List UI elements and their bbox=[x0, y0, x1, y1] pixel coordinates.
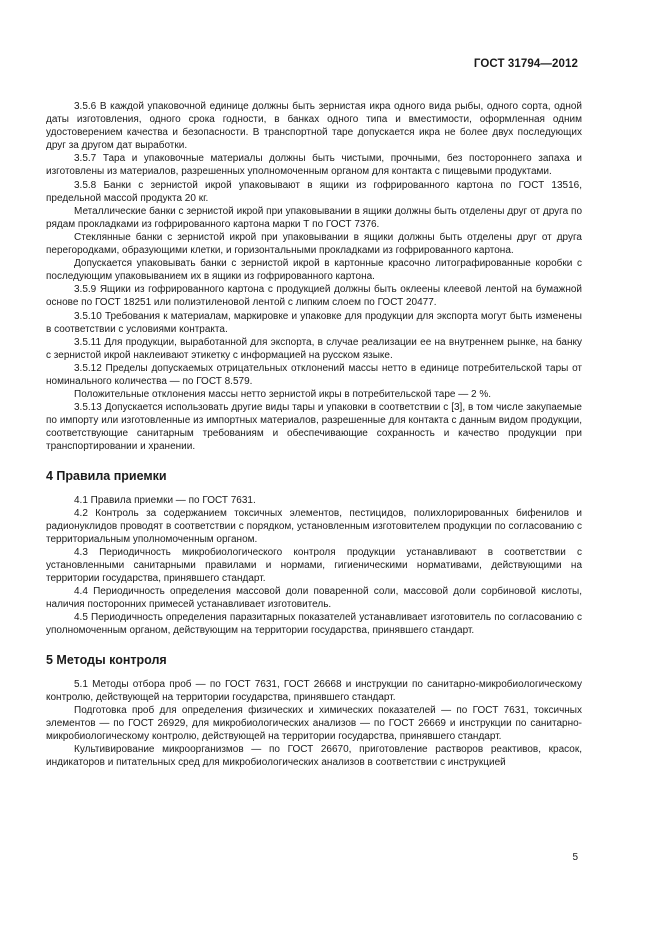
paragraph-3-5-12: 3.5.12 Пределы допускаемых отрицательных отклонений массы нетто в единице потребительской тары от номинального количества — по ГОСТ 8.579. bbox=[46, 362, 582, 387]
paragraph-5-1: 5.1 Методы отбора проб — по ГОСТ 7631, ГОСТ 26668 и инструкции по санитарно-микробиологическому контролю, действующей на территории государства, принявшего стандарт. bbox=[46, 678, 582, 703]
paragraph-3-5-9: 3.5.9 Ящики из гофрированного картона с продукцией должны быть оклеены клеевой лентой на бумажной основе по ГОСТ 18251 или полиэтиленовой лентой с липким слоем по ГОСТ 20477. bbox=[46, 284, 582, 309]
paragraph-3-5-11: 3.5.11 Для продукции, выработанной для экспорта, в случае реализации ее на внутреннем рынке, на банку с зернистой икрой наклеивают этикетку с информацией на русском языке. bbox=[46, 336, 582, 361]
paragraph-glass-jars: Стеклянные банки с зернистой икрой при упаковывании в ящики должны быть отделены друг от друга перегородками, образующими клетки, и горизонтальными прокладками из гофрированного картона. bbox=[46, 231, 582, 257]
paragraph-4-1: 4.1 Правила приемки — по ГОСТ 7631. bbox=[74, 494, 256, 506]
paragraph-positive-deviation: Положительные отклонения массы нетто зернистой икры в потребительской таре — 2 %. bbox=[74, 389, 492, 401]
paragraph-sample-prep: Подготовка проб для определения физических и химических показателей — по ГОСТ 7631, токсичных элементов — по ГОСТ 26929, для микробиологических анализов — по ГОСТ 26669 и инструкции по санитарно-микробиологическому контролю, действующей на территории государства, принявшего стандарт. bbox=[46, 704, 582, 742]
paragraph-3-5-7: 3.5.7 Тара и упаковочные материалы должны быть чистыми, прочными, без постороннего запаха и изготовлены из материалов, разрешенных уполномоченным органом для контакта с пищевыми продуктами. bbox=[46, 153, 582, 178]
paragraph-3-5-13: 3.5.13 Допускается использовать другие виды тары и упаковки в соответствии с [3], в том числе закупаемые по импорту или изготовленные из импортных материалов, разрешенные для контакта с данным видом продукции, соответствующие санитарным требованиям и обеспечивающие сохранность и качество продукции при транспортировании и хранении. bbox=[46, 402, 582, 453]
paragraph-4-3: 4.3 Периодичность микробиологического контроля продукции устанавливают в соответствии с установленными санитарными правилами и нормами, гигиеническими нормативами, действующими на территории государства, принявшего стандарт. bbox=[46, 546, 582, 585]
section-5-heading: 5 Методы контроля bbox=[46, 652, 167, 667]
paragraph-3-5-10: 3.5.10 Требования к материалам, маркировке и упаковке для продукции для экспорта могут быть изменены в соответствии с условиями контракта. bbox=[46, 310, 582, 335]
paragraph-4-4: 4.4 Периодичность определения массовой доли поваренной соли, массовой доли сорбиновой кислоты, наличия посторонних примесей устанавливает изготовитель. bbox=[46, 586, 582, 611]
standard-header: ГОСТ 31794—2012 bbox=[473, 58, 578, 70]
section-4-heading: 4 Правила приемки bbox=[46, 468, 167, 483]
paragraph-cultivation: Культивирование микроорганизмов — по ГОСТ 26670, приготовление растворов реактивов, красок, индикаторов и питательных сред для микробиологических анализов в соответствии с инструкцией bbox=[46, 744, 582, 769]
page-number: 5 bbox=[572, 852, 578, 863]
document-body bbox=[46, 100, 582, 769]
paragraph-3-5-8: 3.5.8 Банки с зернистой икрой упаковывают в ящики из гофрированного картона по ГОСТ 13516, предельной массой продукта 20 кг. bbox=[46, 179, 582, 204]
paragraph-4-2: 4.2 Контроль за содержанием токсичных элементов, пестицидов, полихлорированных бифенилов и радионуклидов проводят в соответствии с порядком, установленным изготовителем продукции по согласованию с территориальным уполномоченным органом. bbox=[46, 507, 582, 545]
paragraph-3-5-6: 3.5.6 В каждой упаковочной единице должны быть зернистая икра одного вида рыбы, одного сорта, одной даты изготовления, одного срока годности, в банках одного типа и вместимости, оформленная одним удостоверением качества и безопасности. В транспортной таре допускается икра не более двух последующих друг за другом дат выработки. bbox=[46, 101, 582, 152]
paragraph-carton-boxes: Допускается упаковывать банки с зернистой икрой в картонные красочно литографированные коробки с последующим упаковыванием их в ящики из гофрированного картона. bbox=[46, 258, 582, 283]
paragraph-4-5: 4.5 Периодичность определения паразитарных показателей устанавливает изготовитель по согласованию с уполномоченным органом, действующим на территории государства, принявшего стандарт. bbox=[46, 612, 582, 637]
paragraph-metal-cans: Металлические банки с зернистой икрой при упаковывании в ящики должны быть отделены друг от друга по рядам прокладками из гофрированного картона марки Т по ГОСТ 7376. bbox=[46, 205, 582, 230]
